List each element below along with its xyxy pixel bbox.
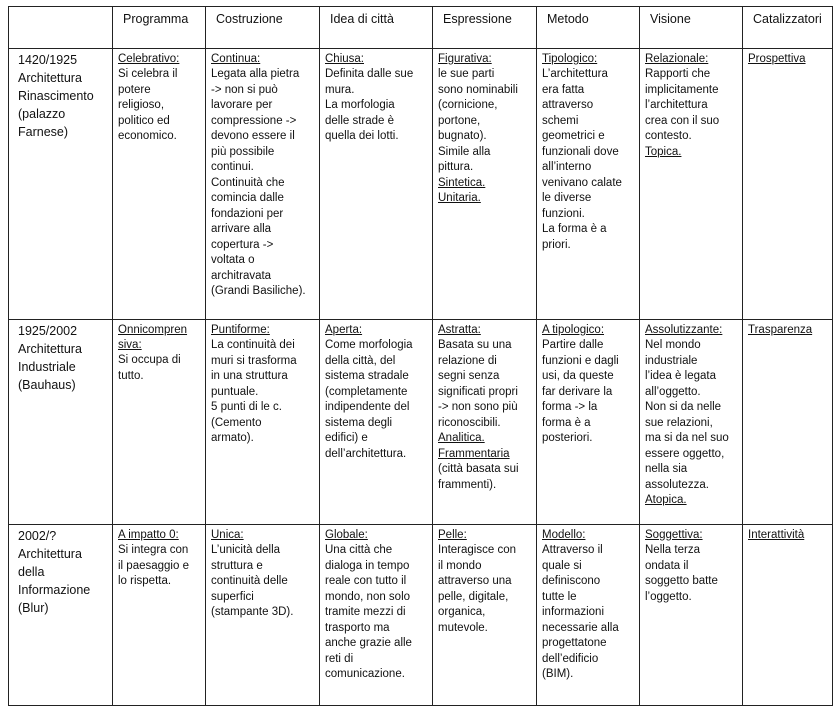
cell-body: Una città che dialoga in tempo reale con tutto il mondo, non solo tramite mezzi di trasporto ma anche grazie alle reti di comunicazione. xyxy=(325,544,412,680)
header-cell xyxy=(9,7,113,49)
cell-body: le sue parti sono nominabili (cornicione, portone, bugnato). Simile alla pittura. xyxy=(438,68,518,173)
idea-cell xyxy=(320,525,433,706)
cell-keyword: Atopica. xyxy=(645,494,687,506)
cell-title: A impatto 0: xyxy=(118,529,179,541)
cell-title: Relazionale: xyxy=(645,53,709,65)
cell-title: Unica: xyxy=(211,529,244,541)
header-cell: Idea di città xyxy=(320,7,433,49)
cell-body: Si celebra il potere religioso, politico ed economico. xyxy=(118,68,178,142)
header-cell: Catalizzatori xyxy=(743,7,833,49)
cell-title: Onnicompren siva: xyxy=(118,324,188,351)
visione-cell xyxy=(640,320,743,525)
cell-body: Legata alla pietra -> non si può lavorare per compressione -> devono essere il più possibile continui. Continuità che comincia dalle fondazioni per arrivare alla copertura -> voltata o architravata (Grandi Basiliche). xyxy=(211,68,306,297)
cell-title: Pelle: xyxy=(438,529,467,541)
cell-title: Celebrativo: xyxy=(118,53,180,65)
espressione-cell xyxy=(433,525,537,706)
cell-body: L’unicità della struttura e continuità delle superfici (stampante 3D). xyxy=(211,544,294,618)
cell-body: La continuità dei muri si trasforma in una struttura puntuale. 5 punti di le c. (Cemento armato). xyxy=(211,339,297,444)
espressione-cell xyxy=(433,49,537,320)
cell-body: Partire dalle funzioni e dagli usi, da queste far derivare la forma -> la forma è a posteriori. xyxy=(542,339,619,444)
cell-body: Si integra con il paesaggio e lo rispetta. xyxy=(118,544,189,587)
cell-body: Attraverso il quale si definiscono tutte le informazioni necessarie alla progettatone dell’edificio (BIM). xyxy=(542,544,619,680)
cell-keyword: Sintetica. xyxy=(438,176,486,189)
cell-body: Si occupa di tutto. xyxy=(118,354,181,382)
cell-body: Basata su una relazione di segni senza significati propri -> non sono più riconoscibili. xyxy=(438,339,518,429)
metodo-cell xyxy=(537,525,640,706)
cell-title: Tipologico: xyxy=(542,53,598,65)
espressione-cell xyxy=(433,320,537,525)
cell-title: Figurativa: xyxy=(438,53,492,65)
costruzione-cell xyxy=(206,525,320,706)
cell-body: L’architettura era fatta attraverso schemi geometrici e funzionali dove all’interno venivano calate le diverse funzioni. La forma è a priori. xyxy=(542,68,622,251)
idea-cell xyxy=(320,49,433,320)
cell-title: Aperta: xyxy=(325,324,363,336)
cell-title: Continua: xyxy=(211,53,261,65)
era-cell xyxy=(9,49,113,320)
catalizzatori-cell xyxy=(743,525,833,706)
cell-body: Definita dalle sue mura. La morfologia delle strade è quella dei lotti. xyxy=(325,68,414,142)
header-cell: Visione xyxy=(640,7,743,49)
cell-keyword: Unitaria. xyxy=(438,192,481,204)
cell-body: Nel mondo industriale l’idea è legata all’oggetto. Non si da nelle sue relazioni, ma si da nel suo essere oggetto, nella sia assolutezza. xyxy=(645,339,729,491)
era-cell xyxy=(9,525,113,706)
cell-body: Interagisce con il mondo attraverso una pelle, digitale, organica, mutevole. xyxy=(438,544,516,634)
table-row xyxy=(9,320,833,525)
header-cell: Programma xyxy=(113,7,206,49)
cell-title: Chiusa: xyxy=(325,53,364,65)
cell-keyword: Analitica. xyxy=(438,432,485,444)
era-label: 1420/1925 Architettura Rinascimento (palazzo Farnese) xyxy=(18,53,94,139)
header-cell: Espressione xyxy=(433,7,537,49)
costruzione-cell xyxy=(206,320,320,525)
cell-keyword: Frammentaria xyxy=(438,447,510,460)
cell-body: Rapporti che implicitamente l’architettura crea con il suo contesto. xyxy=(645,68,720,142)
cell-title: Assolutizzante: xyxy=(645,324,723,336)
cell-title: Soggettiva: xyxy=(645,529,703,541)
cell-title: Modello: xyxy=(542,529,586,541)
header-row xyxy=(9,7,833,49)
era-label: 2002/? Architettura della Informazione (Blur) xyxy=(18,529,91,615)
cell-body: Nella terza ondata il soggetto batte l’oggetto. xyxy=(645,544,718,603)
cell-title: Prospettiva xyxy=(748,53,806,65)
catalizzatori-cell xyxy=(743,49,833,320)
cell-title: Puntiforme: xyxy=(211,324,270,336)
comparison-table xyxy=(8,6,833,706)
table-row xyxy=(9,49,833,320)
cell-title: Trasparenza xyxy=(748,324,813,336)
programma-cell xyxy=(113,49,206,320)
era-cell xyxy=(9,320,113,525)
header-cell: Metodo xyxy=(537,7,640,49)
metodo-cell xyxy=(537,320,640,525)
idea-cell xyxy=(320,320,433,525)
cell-title: Globale: xyxy=(325,529,368,541)
costruzione-cell xyxy=(206,49,320,320)
visione-cell xyxy=(640,525,743,706)
programma-cell xyxy=(113,320,206,525)
era-label: 1925/2002 Architettura Industriale (Bauhaus) xyxy=(18,324,82,392)
catalizzatori-cell xyxy=(743,320,833,525)
header-cell: Costruzione xyxy=(206,7,320,49)
programma-cell xyxy=(113,525,206,706)
metodo-cell xyxy=(537,49,640,320)
cell-title: Astratta: xyxy=(438,324,481,336)
visione-cell xyxy=(640,49,743,320)
table-row xyxy=(9,525,833,706)
cell-title: Interattività xyxy=(748,529,805,541)
cell-title: A tipologico: xyxy=(542,324,605,336)
cell-body: Come morfologia della città, del sistema stradale (completamente indipendente del sistema degli edifici) e dell’architettura. xyxy=(325,339,413,460)
cell-keyword: Topica. xyxy=(645,145,682,158)
cell-body-after: (città basata sui frammenti). xyxy=(438,463,519,491)
